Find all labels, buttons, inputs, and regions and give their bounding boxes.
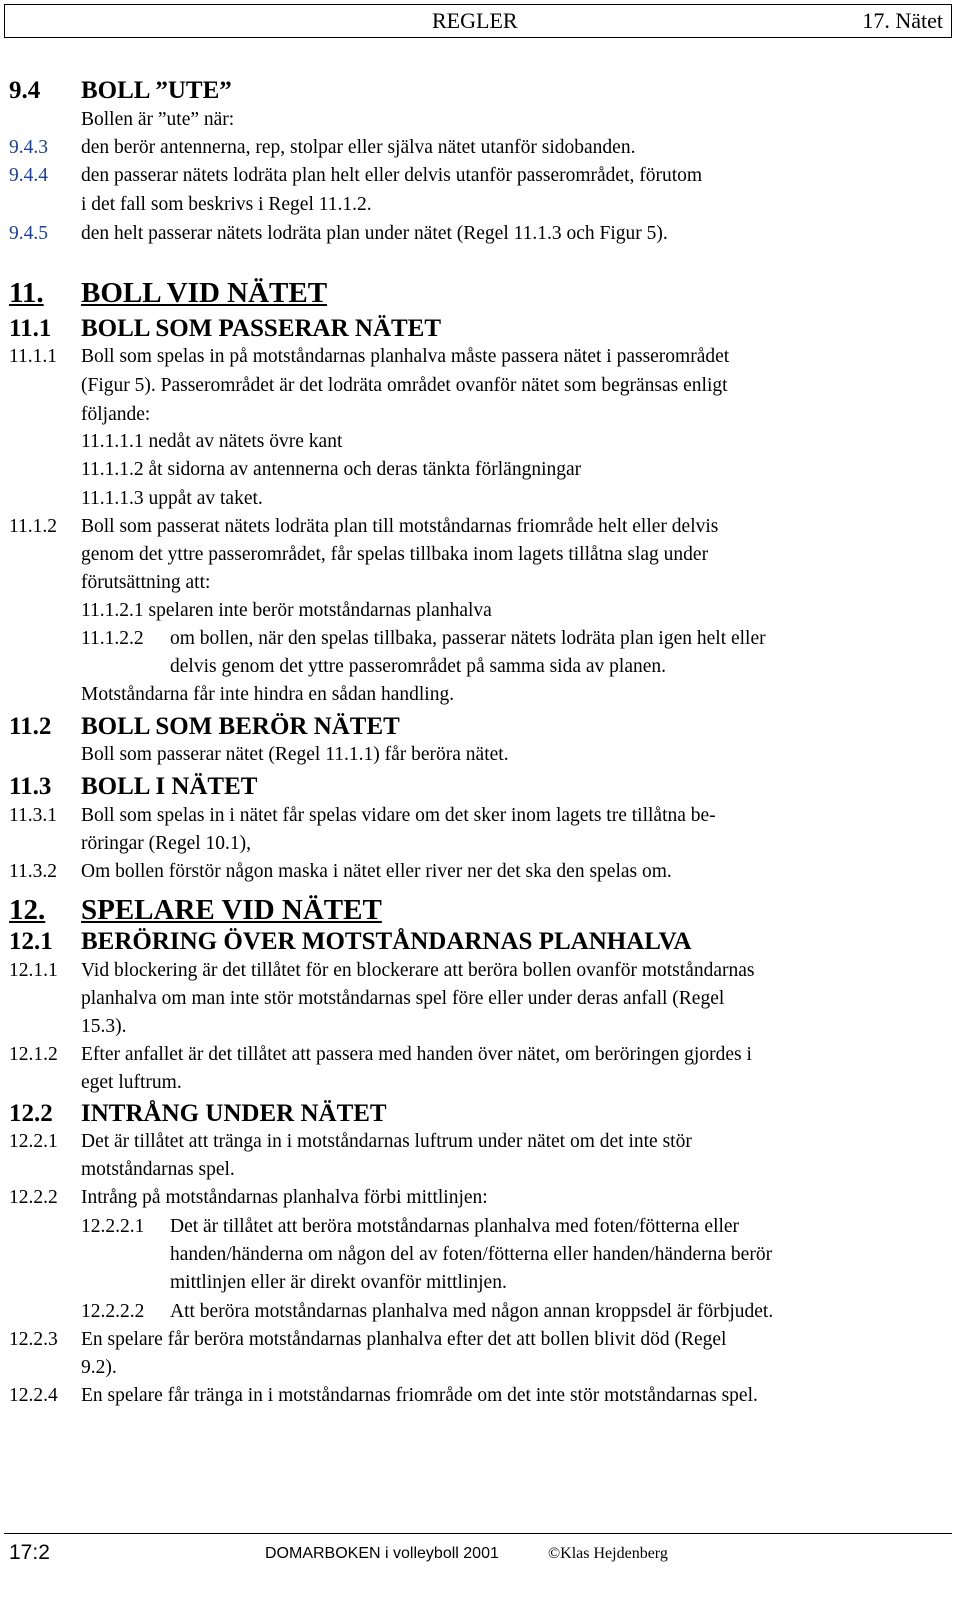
rule-text: 11.1.2.1 spelaren inte berör motståndarnas planhalva (81, 600, 492, 621)
rule-number: 12.1.1 (9, 960, 58, 981)
rule-number: 12.1.2 (9, 1044, 58, 1065)
rule-text: delvis genom det yttre passerområdet på samma sida av planen. (170, 656, 667, 677)
rule-text: förutsättning att: (81, 572, 211, 593)
rule-text: Vid blockering är det tillåtet för en blockerare att beröra bollen ovanför motståndarnas (81, 960, 755, 981)
rule-number: 11.3.1 (9, 805, 58, 826)
rule-number: 12.2.2.1 (81, 1216, 145, 1237)
heading-text: BOLL SOM BERÖR NÄTET (81, 713, 400, 740)
rule-text: 9.2). (81, 1357, 117, 1378)
rule-number: 11.3.2 (9, 861, 58, 882)
rule-number: 9.4 (9, 77, 41, 104)
rule-text: den helt passerar nätets lodräta plan under nätet (Regel 11.1.3 och Figur 5). (81, 223, 668, 244)
rule-text: 11.1.1.3 uppåt av taket. (81, 488, 263, 509)
footer-page-number: 17:2 (9, 1541, 50, 1564)
rule-text: Det är tillåtet att beröra motståndarnas planhalva med foten/fötterna eller (170, 1216, 740, 1237)
rule-number: 11.1 (9, 315, 52, 342)
rule-number: 12.2.3 (9, 1329, 58, 1350)
rule-text: handen/händerna om någon del av foten/fötterna eller handen/händerna berör (170, 1244, 773, 1265)
rule-text: mittlinjen eller är direkt ovanför mittlinjen. (170, 1272, 507, 1293)
rule-text: Att beröra motståndarnas planhalva med någon annan kroppsdel är förbjudet. (170, 1301, 774, 1322)
rule-text: 11.1.1.2 åt sidorna av antennerna och deras tänkta förlängningar (81, 459, 582, 480)
rule-text: Boll som passerar nätet (Regel 11.1.1) får beröra nätet. (81, 744, 509, 765)
rule-number[interactable]: 9.4.5 (9, 223, 48, 244)
rule-number[interactable]: 9.4.4 (9, 165, 48, 186)
rule-text: Det är tillåtet att tränga in i motståndarnas luftrum under nätet om det inte stör (81, 1131, 692, 1152)
rule-text: En spelare får beröra motståndarnas planhalva efter det att bollen blivit död (Regel (81, 1329, 727, 1350)
rule-text: följande: (81, 404, 151, 425)
rule-text: motståndarnas spel. (81, 1159, 235, 1180)
rule-number: 11.1.1 (9, 346, 58, 367)
rule-text: 11.1.1.1 nedåt av nätets övre kant (81, 431, 343, 452)
rule-text: (Figur 5). Passerområdet är det lodräta området ovanför nätet som begränsas enligt (81, 375, 728, 396)
heading-text: BOLL VID NÄTET (81, 277, 328, 309)
rule-number: 11.1.2.2 (81, 628, 144, 649)
rule-text: Bollen är ”ute” när: (81, 109, 235, 130)
heading-text: SPELARE VID NÄTET (81, 894, 382, 926)
rule-text: Boll som passerat nätets lodräta plan till motståndarnas friområde helt eller delvis (81, 516, 719, 537)
rule-number: 12.2.2.2 (81, 1301, 145, 1322)
heading-text: BOLL ”UTE” (81, 77, 232, 104)
header-chapter-title: 17. Nätet (862, 8, 943, 33)
page-header (4, 4, 952, 38)
rule-number: 12.1 (9, 928, 53, 955)
rule-text: i det fall som beskrivs i Regel 11.1.2. (81, 194, 372, 215)
heading-text: BOLL SOM PASSERAR NÄTET (81, 315, 442, 342)
rule-text: 15.3). (81, 1016, 127, 1037)
rule-number: 12. (9, 894, 46, 926)
rule-text: den passerar nätets lodräta plan helt eller delvis utanför passerområdet, förutom (81, 165, 703, 186)
rule-text: En spelare får tränga in i motståndarnas friområde om det inte stör motståndarnas spel. (81, 1385, 758, 1406)
rule-text: Boll som spelas in i nätet får spelas vidare om det sker inom lagets tre tillåtna be- (81, 805, 716, 826)
heading-text: BOLL I NÄTET (81, 773, 258, 800)
rule-text: den berör antennerna, rep, stolpar eller själva nätet utanför sidobanden. (81, 137, 636, 158)
rule-text: Intrång på motståndarnas planhalva förbi mittlinjen: (81, 1187, 488, 1208)
rule-text: om bollen, när den spelas tillbaka, passerar nätets lodräta plan igen helt eller (170, 628, 766, 649)
rule-text: röringar (Regel 10.1), (81, 833, 252, 854)
rule-number: 12.2 (9, 1100, 53, 1127)
rule-text: eget luftrum. (81, 1072, 182, 1093)
rule-number: 11. (9, 277, 44, 309)
rule-number: 11.2 (9, 713, 52, 740)
footer-copyright: ©Klas Hejdenberg (548, 1545, 668, 1562)
rule-number: 11.1.2 (9, 516, 58, 537)
footer-book-title: DOMARBOKEN i volleyboll 2001 (265, 1545, 499, 1562)
heading-text: INTRÅNG UNDER NÄTET (81, 1100, 387, 1127)
heading-text: BERÖRING ÖVER MOTSTÅNDARNAS PLANHALVA (81, 928, 692, 955)
footer-divider (4, 1533, 952, 1534)
rule-text: Om bollen förstör någon maska i nätet eller river ner det ska den spelas om. (81, 861, 672, 882)
rule-text: Motståndarna får inte hindra en sådan handling. (81, 684, 455, 705)
rule-number: 12.2.2 (9, 1187, 58, 1208)
rule-text: Efter anfallet är det tillåtet att passera med handen över nätet, om beröringen gjordes i (81, 1044, 752, 1065)
rule-number: 11.3 (9, 773, 52, 800)
rule-text: genom det yttre passerområdet, får spelas tillbaka inom lagets tillåtna slag under (81, 544, 709, 565)
rule-number: 12.2.4 (9, 1385, 58, 1406)
rule-number[interactable]: 9.4.3 (9, 137, 48, 158)
rule-text: planhalva om man inte stör motståndarnas spel före eller under deras anfall (Regel (81, 988, 725, 1009)
rule-text: Boll som spelas in på motståndarnas planhalva måste passera nätet i passerområdet (81, 346, 730, 367)
header-section-title: REGLER (432, 8, 518, 33)
rule-number: 12.2.1 (9, 1131, 58, 1152)
